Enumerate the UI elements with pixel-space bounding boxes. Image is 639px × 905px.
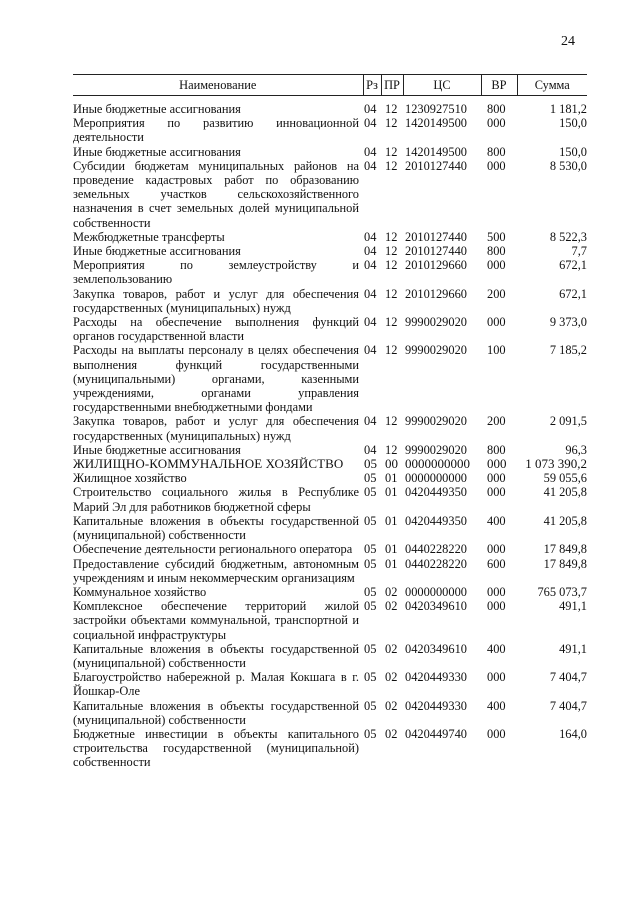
cell-rz: 05 [364,726,377,741]
header-name: Наименование [73,75,363,96]
cell-sum: 1 181,2 [549,102,587,116]
cell-pr: 02 [385,599,398,614]
cell-cs: 2010127440 [405,229,467,244]
cell-cs: 0000000000 [405,584,467,599]
cell-vr: 600 [487,556,506,571]
cell-cs: 1230927510 [405,102,467,116]
cell-rz: 05 [364,584,377,599]
cell-pr: 12 [385,442,398,457]
cell-pr: 12 [385,102,398,116]
cell-rz: 05 [364,556,377,571]
cell-sum: 672,1 [559,258,587,273]
cell-name: Благоустройство набережной р. Малая Кокшага в г. Йошкар-Оле [73,670,359,699]
cell-rz: 04 [364,343,377,358]
cell-vr: 400 [487,698,506,713]
table-row [73,542,587,556]
cell-pr: 12 [385,258,398,273]
cell-vr: 000 [487,471,506,486]
cell-cs: 0420349610 [405,641,467,656]
cell-cs: 0420449350 [405,513,467,528]
header-cs: ЦС [403,75,481,96]
cell-vr: 000 [487,670,506,685]
cell-cs: 0420449350 [405,485,467,500]
table-row [73,585,587,599]
cell-pr: 12 [385,116,398,131]
cell-sum: 672,1 [559,286,587,301]
cell-sum: 41 205,8 [543,513,587,528]
cell-name: Мероприятия по землеустройству и землепользованию [73,258,359,287]
cell-name: Межбюджетные трансферты [73,229,225,244]
table-row [73,471,587,485]
table-row [73,145,587,159]
cell-name: Иные бюджетные ассигнования [73,102,241,116]
header-vr: ВР [481,75,517,96]
cell-sum: 7 404,7 [549,698,587,713]
cell-cs: 2010127440 [405,244,467,259]
cell-rz: 04 [364,258,377,273]
cell-pr: 12 [385,315,398,330]
cell-pr: 01 [385,542,398,557]
cell-sum: 8 530,0 [549,158,587,173]
cell-name: Закупка товаров, работ и услуг для обеспечения государственных (муниципальных) нужд [73,414,359,443]
cell-vr: 200 [487,414,506,429]
cell-name: ЖИЛИЩНО-КОММУНАЛЬНОЕ ХОЗЯЙСТВО [73,456,344,472]
cell-sum: 2 091,5 [549,414,587,429]
cell-vr: 200 [487,286,506,301]
cell-name: Строительство социального жилья в Республике Марий Эл для работников бюджетной сферы [73,485,359,514]
cell-name: Иные бюджетные ассигнования [73,144,241,159]
cell-rz: 04 [364,244,377,259]
cell-rz: 05 [364,670,377,685]
cell-cs: 9990029020 [405,343,467,358]
cell-vr: 500 [487,229,506,244]
cell-name: Расходы на обеспечение выполнения функций органов государственной власти [73,315,359,344]
cell-cs: 2010129660 [405,258,467,273]
table-row [73,599,587,642]
table-row [73,514,587,542]
cell-sum: 9 373,0 [549,315,587,330]
cell-sum: 1 073 390,2 [525,456,587,472]
cell-sum: 150,0 [559,144,587,159]
cell-rz: 05 [364,471,377,486]
cell-name: Мероприятия по развитию инновационной деятельности [73,116,359,145]
cell-rz: 04 [364,144,377,159]
table-header [73,75,587,96]
cell-cs: 2010127440 [405,158,467,173]
cell-sum: 765 073,7 [537,584,587,599]
cell-vr: 000 [487,542,506,557]
cell-cs: 1420149500 [405,116,467,131]
cell-vr: 800 [487,144,506,159]
cell-rz: 05 [364,641,377,656]
cell-cs: 0420349610 [405,599,467,614]
cell-sum: 96,3 [565,442,587,457]
header-rz: Рз [363,75,381,96]
cell-cs: 0420449330 [405,698,467,713]
cell-cs: 2010129660 [405,286,467,301]
table-row [73,642,587,670]
cell-vr: 000 [487,158,506,173]
cell-sum: 59 055,6 [543,471,587,486]
cell-pr: 01 [385,471,398,486]
cell-rz: 05 [364,456,377,472]
cell-sum: 491,1 [559,641,587,656]
cell-pr: 12 [385,158,398,173]
cell-name: Жилищное хозяйство [73,471,187,486]
table-body [73,96,587,770]
table-row [73,230,587,244]
cell-sum: 41 205,8 [543,485,587,500]
cell-cs: 0420449740 [405,726,467,741]
table-row [73,258,587,286]
cell-name: Обеспечение деятельности регионального оператора [73,542,353,557]
cell-cs: 0000000000 [405,456,470,472]
cell-pr: 02 [385,726,398,741]
cell-name: Коммунальное хозяйство [73,584,207,599]
cell-rz: 04 [364,158,377,173]
cell-pr: 12 [385,343,398,358]
cell-sum: 17 849,8 [543,542,587,557]
cell-vr: 800 [487,102,506,116]
page-number: 24 [561,34,575,49]
table-row [73,414,587,442]
cell-rz: 04 [364,315,377,330]
cell-vr: 000 [487,116,506,131]
cell-name: Комплексное обеспечение территорий жилой застройки объектами коммунальной, транспортной и социальной инфраструктуры [73,599,359,642]
cell-sum: 150,0 [559,116,587,131]
cell-vr: 100 [487,343,506,358]
budget-table [73,74,587,770]
cell-cs: 0420449330 [405,670,467,685]
cell-name: Бюджетные инвестиции в объекты капитального строительства государственной (муниципальной) собственности [73,726,359,770]
table-row [73,443,587,457]
table-row [73,457,587,471]
cell-name: Иные бюджетные ассигнования [73,442,241,457]
cell-rz: 04 [364,442,377,457]
table-row [73,343,587,414]
cell-pr: 01 [385,556,398,571]
cell-vr: 000 [487,726,506,741]
cell-cs: 9990029020 [405,315,467,330]
cell-name: Предоставление субсидий бюджетным, автономным учреждениям и иным некоммерческим организациям [73,556,359,585]
cell-pr: 12 [385,244,398,259]
cell-vr: 000 [487,599,506,614]
cell-name: Капитальные вложения в объекты государственной (муниципальной) собственности [73,641,359,670]
cell-name: Иные бюджетные ассигнования [73,244,241,259]
cell-pr: 02 [385,698,398,713]
cell-sum: 8 522,3 [549,229,587,244]
cell-rz: 04 [364,102,377,116]
cell-name: Капитальные вложения в объекты государственной (муниципальной) собственности [73,513,359,543]
cell-name: Капитальные вложения в объекты государственной (муниципальной) собственности [73,698,359,727]
cell-pr: 01 [385,485,398,500]
cell-cs: 9990029020 [405,442,467,457]
cell-rz: 04 [364,286,377,301]
cell-vr: 000 [487,485,506,500]
cell-rz: 04 [364,414,377,429]
cell-sum: 7 404,7 [549,670,587,685]
cell-vr: 000 [487,315,506,330]
table-row [73,670,587,698]
table-row [73,287,587,315]
cell-cs: 0000000000 [405,471,467,486]
cell-cs: 1420149500 [405,144,467,159]
cell-vr: 800 [487,442,506,457]
cell-sum: 7 185,2 [549,343,587,358]
cell-rz: 05 [364,698,377,713]
cell-vr: 800 [487,244,506,259]
cell-pr: 12 [385,229,398,244]
table-row [73,485,587,513]
cell-cs: 9990029020 [405,414,467,429]
cell-pr: 12 [385,144,398,159]
cell-name: Расходы на выплаты персоналу в целях обеспечения выполнения функций государственными (муниципальными) органами, казенными учреждениями, органами управления государственными внебюджетными фондами [73,343,359,415]
table-row [73,116,587,144]
table-row [73,727,587,770]
table-row [73,315,587,343]
cell-rz: 04 [364,229,377,244]
cell-pr: 02 [385,641,398,656]
cell-cs: 0440228220 [405,556,467,571]
cell-rz: 05 [364,513,377,528]
cell-vr: 000 [487,456,507,472]
cell-vr: 400 [487,513,506,528]
cell-sum: 7,7 [571,244,587,259]
cell-vr: 400 [487,641,506,656]
cell-rz: 05 [364,599,377,614]
cell-rz: 04 [364,116,377,131]
cell-cs: 0440228220 [405,542,467,557]
table-row [73,96,587,117]
cell-vr: 000 [487,584,506,599]
cell-pr: 12 [385,414,398,429]
cell-name: Закупка товаров, работ и услуг для обеспечения государственных (муниципальных) нужд [73,286,359,315]
table-row [73,699,587,727]
cell-rz: 05 [364,542,377,557]
cell-pr: 02 [385,670,398,685]
cell-pr: 02 [385,584,398,599]
header-pr: ПР [381,75,403,96]
table-row [73,159,587,230]
cell-name: Субсидии бюджетам муниципальных районов на проведение кадастровых работ по образованию земельных участков сельскохозяйственного назначения в счет земельных долей муниципальной собственности [73,158,359,230]
table-row [73,557,587,585]
table-row [73,244,587,258]
cell-vr: 000 [487,258,506,273]
cell-rz: 05 [364,485,377,500]
cell-sum: 17 849,8 [543,556,587,571]
cell-pr: 01 [385,513,398,528]
header-sum: Сумма [517,75,587,96]
cell-pr: 00 [385,456,398,472]
cell-pr: 12 [385,286,398,301]
cell-sum: 491,1 [559,599,587,614]
cell-sum: 164,0 [559,726,587,741]
